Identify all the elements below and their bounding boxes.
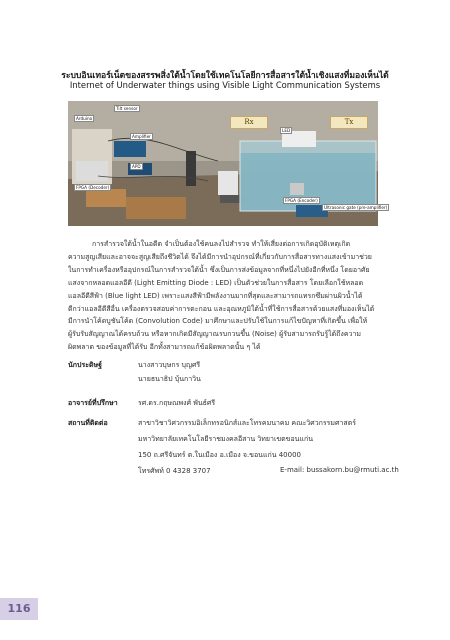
- contact-label: สถานที่ติดต่อ: [68, 419, 108, 427]
- body-line: การสำรวจใต้น้ำในอดีต จำเป็นต้องใช้คนลงไปสำรวจ ทำให้เสี่ยงต่อการเกิดอุบัติเหตุเกิด: [92, 240, 351, 248]
- label-amplifier: Amplifier: [132, 134, 151, 139]
- researchers-label: นักประดิษฐ์: [68, 361, 103, 369]
- body-line: ผิดพลาด ของข้อมูลที่ได้รับ อีกทั้งสามารถแก้ข้อผิดพลาดนั้น ๆ ได้: [68, 343, 261, 352]
- body-line: ดีกว่าแอลอีดีสีอื่น เครื่องตรวจสอบค่าการตะกอน และอุณหภูมิใต้น้ำที่ใช้การสื่อสารด้วยแสงที่มองเห็นได้: [68, 304, 375, 313]
- body-paragraph: [68, 238, 380, 354]
- body-line: แสงจากหลอดแอลอีดี (Light Emitting Diode : LED) เป็นตัวช่วยในการสื่อสาร โดยเลือกใช้หลอด: [68, 278, 364, 287]
- rx-label: Rx: [230, 116, 268, 129]
- label-ultrasonic-gate: Ultrasonic gate (pre-amplifier): [324, 205, 388, 210]
- label-apd: APD: [132, 164, 141, 169]
- label-fpga-decoder: FPGA (Decoder): [76, 185, 110, 190]
- label-arduino: Arduino: [76, 116, 93, 121]
- advisor-name: รศ.ดร.กฤษณพงศ์ พันธ์ศรี: [138, 399, 216, 407]
- figure-photo: [68, 101, 388, 226]
- contact-line: 150 ถ.ศรีจันทร์ ต.ในเมือง อ.เมือง จ.ขอนแก่น 40000: [138, 451, 301, 459]
- tx-label: Tx: [330, 116, 368, 129]
- body-line: มีการนำโค้ดบูชันโค้ด (Convolution Code) มาศึกษาและปรับใช้ในการแก้ไขปัญหาที่เกิดขึ้น เพื่อให้: [68, 317, 368, 326]
- contact-email[interactable]: E-mail: bussakorn.bu@rmuti.ac.th: [280, 466, 399, 474]
- title-thai: ระบบอินเทอร์เน็ตของสรรพสิ่งใต้น้ำโดยใช้เทคโนโลยีการสื่อสารใต้น้ำเชิงแสงที่มองเห็นได้: [61, 71, 389, 81]
- body-line: ในการทำเครื่องหรืออุปกรณ์ในการสำรวจใต้น้ำ ซึ่งเป็นการส่งข้อมูลจากที่หนึ่งไปยังอีกที่หนึ่ง โดยอาศัย: [68, 265, 370, 274]
- body-line: แอลอีดีสีฟ้า (Blue light LED) เพราะแสงสีฟ้ามีพลังงานมากที่สุดและสามารถแทรกซึมผ่านผิวน้ำได้: [68, 291, 363, 300]
- advisor-label: อาจารย์ที่ปรึกษา: [68, 399, 118, 407]
- contact-line: มหาวิทยาลัยเทคโนโลยีราชมงคลอีสาน วิทยาเขตขอนแก่น: [138, 435, 313, 443]
- page-number: 116: [0, 598, 38, 620]
- body-line: ผู้รับรับสัญญาณได้ครบถ้วน หรือหากเกิดมีสัญญาณรบกวนขึ้น (Noise) ผู้รับสามารถรับรู้ได้ถึงความ: [68, 330, 361, 339]
- title-english: Internet of Underwater things using Visible Light Communication Systems: [69, 80, 381, 90]
- contact-line: สาขาวิชาวิศวกรรมอิเล็กทรอนิกส์และโทรคมนาคม คณะวิศวกรรมศาสตร์: [138, 419, 357, 427]
- researcher-name: นายธนาธิป บุ้นกาวิน: [138, 375, 201, 383]
- label-tilt-sensor: Tilt sensor: [116, 106, 138, 111]
- contact-phone: โทรศัพท์ 0 4328 3707: [138, 467, 211, 475]
- label-led: LED: [282, 128, 291, 133]
- label-fpga-encoder: FPGA (Encoder): [285, 198, 318, 203]
- researcher-name: นางสาวบุษกร บุญศรี: [138, 361, 201, 369]
- body-line: ความสูญเสียและอาจจะสูญเสียถึงชีวิตได้ จึงได้มีการนำอุปกรณ์ที่เกี่ยวกับการสื่อสารทางแสงเข้ามาช่วย: [68, 252, 372, 261]
